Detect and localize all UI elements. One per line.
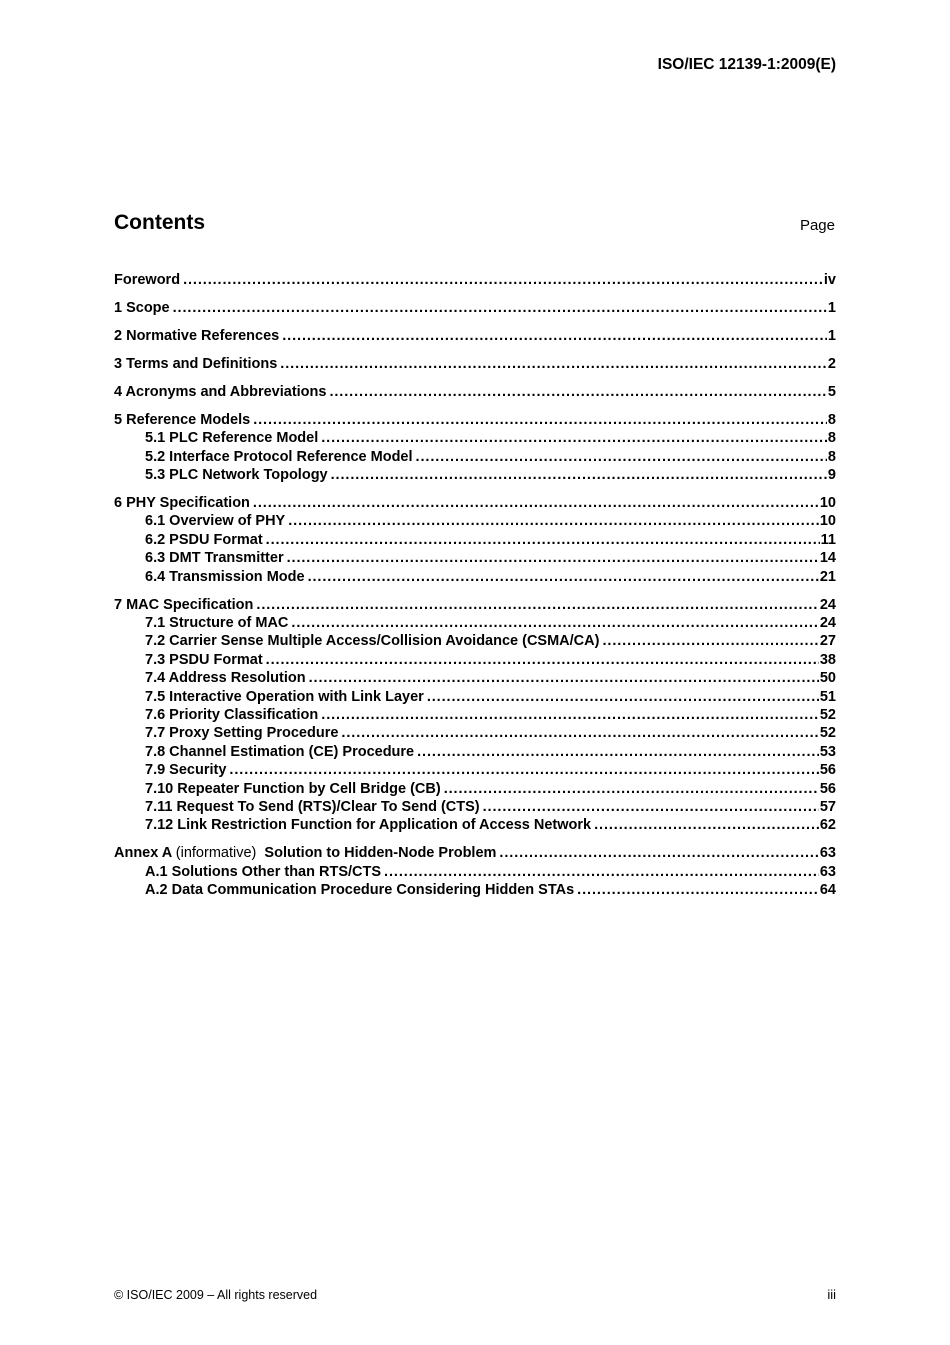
toc-entry-acronyms[interactable]: 4 Acronyms and Abbreviations ..... 5 <box>114 383 836 401</box>
toc-entry-7-8[interactable]: 7.8 Channel Estimation (CE) Procedure ..... 53 <box>114 743 836 761</box>
toc-entry-7-11[interactable]: 7.11 Request To Send (RTS)/Clear To Send (CTS) ..... 57 <box>114 798 836 816</box>
toc-entry-5-2[interactable]: 5.2 Interface Protocol Reference Model ..... 8 <box>114 448 836 466</box>
toc-entry-6-3[interactable]: 6.3 DMT Transmitter ..... 14 <box>114 549 836 567</box>
document-id: ISO/IEC 12139-1:2009(E) <box>657 56 836 73</box>
toc-entry-7-6[interactable]: 7.6 Priority Classification ..... 52 <box>114 706 836 724</box>
toc-entry-6-2[interactable]: 6.2 PSDU Format ..... 11 <box>114 531 836 549</box>
toc-entry-a-2[interactable]: A.2 Data Communication Procedure Considering Hidden STAs ..... 64 <box>114 881 836 899</box>
toc-entry-reference-models[interactable]: 5 Reference Models ..... 8 <box>114 411 836 429</box>
toc-entry-7-9[interactable]: 7.9 Security ..... 56 <box>114 761 836 779</box>
toc-entry-scope[interactable]: 1 Scope ..... 1 <box>114 299 836 317</box>
toc-entry-terms-definitions[interactable]: 3 Terms and Definitions ..... 2 <box>114 355 836 373</box>
table-of-contents <box>114 271 836 899</box>
toc-entry-5-3[interactable]: 5.3 PLC Network Topology ..... 9 <box>114 466 836 484</box>
toc-entry-7-1[interactable]: 7.1 Structure of MAC ..... 24 <box>114 614 836 632</box>
toc-entry-7-5[interactable]: 7.5 Interactive Operation with Link Layer ..... 51 <box>114 688 836 706</box>
footer-copyright: © ISO/IEC 2009 – All rights reserved <box>114 1288 318 1302</box>
contents-title: Contents <box>114 211 205 234</box>
toc-entry-5-1[interactable]: 5.1 PLC Reference Model ..... 8 <box>114 429 836 447</box>
toc-entry-a-1[interactable]: A.1 Solutions Other than RTS/CTS ..... 63 <box>114 863 836 881</box>
page-column-label: Page <box>799 217 835 234</box>
toc-entry-phy-specification[interactable]: 6 PHY Specification ..... 10 <box>114 494 836 512</box>
toc-entry-foreword[interactable]: Foreword ..... iv <box>114 271 836 289</box>
toc-entry-6-1[interactable]: 6.1 Overview of PHY ..... 10 <box>114 512 836 530</box>
toc-entry-7-12[interactable]: 7.12 Link Restriction Function for Application of Access Network ..... 62 <box>114 816 836 834</box>
footer-page-number: iii <box>827 1287 836 1302</box>
toc-entry-normative-references[interactable]: 2 Normative References ..... 1 <box>114 327 836 345</box>
toc-entry-mac-specification[interactable]: 7 MAC Specification ..... 24 <box>114 596 836 614</box>
toc-entry-7-10[interactable]: 7.10 Repeater Function by Cell Bridge (CB) ..... 56 <box>114 780 836 798</box>
toc-entry-7-3[interactable]: 7.3 PSDU Format ..... 38 <box>114 651 836 669</box>
toc-entry-6-4[interactable]: 6.4 Transmission Mode ..... 21 <box>114 568 836 586</box>
toc-entry-7-4[interactable]: 7.4 Address Resolution ..... 50 <box>114 669 836 687</box>
toc-entry-annex-a[interactable]: Annex A (informative) Solution to Hidden-Node Problem ..... 63 <box>114 844 836 862</box>
toc-entry-7-7[interactable]: 7.7 Proxy Setting Procedure ..... 52 <box>114 724 836 742</box>
toc-entry-7-2[interactable]: 7.2 Carrier Sense Multiple Access/Collision Avoidance (CSMA/CA) ..... 27 <box>114 632 836 650</box>
